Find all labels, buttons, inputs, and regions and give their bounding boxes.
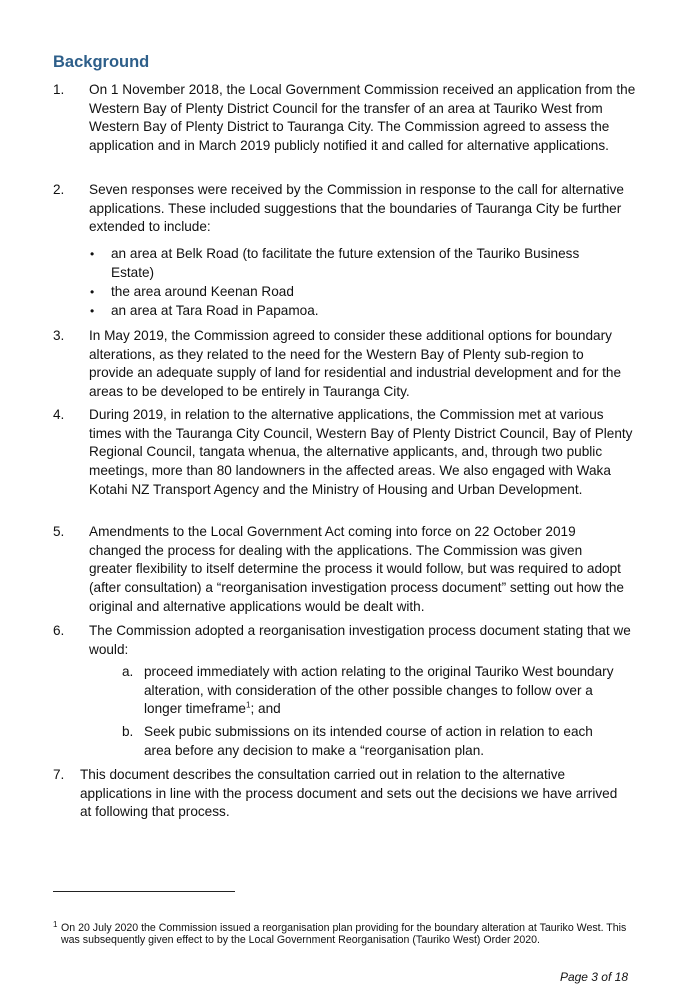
subitem-tail: ; and: [250, 701, 281, 717]
paragraph-text: This document describes the consultation carried out in relation to the alternative applications in line with the process document and sets out the decisions we have arrived at following that process.: [80, 767, 618, 820]
paragraph-number: 2.: [53, 182, 65, 197]
bullet-item: an area at Belk Road (to facilitate the future extension of the Tauriko Business Estate): [111, 246, 580, 280]
bullet-marker: •: [90, 247, 95, 261]
subitem-text: Seek pubic submissions on its intended course of action in relation to each area before any decision to make a “reorganisation plan.: [144, 724, 593, 758]
bullet-marker: •: [90, 304, 95, 318]
subitem-label: a.: [122, 664, 134, 679]
footnote-number: 1: [53, 920, 58, 929]
paragraph-number: 1.: [53, 82, 65, 97]
footnote-divider: [53, 891, 235, 892]
paragraph-number: 3.: [53, 328, 65, 343]
paragraph-number: 7.: [53, 767, 65, 782]
paragraph-text: During 2019, in relation to the alternative applications, the Commission met at various times with the Tauranga City Council, Western Bay of Plenty District Council, Bay of Plenty Regional Council, tangata whenua, the alternative applicants, and, through two public meetings, more than 80 landowners in the affected areas. We also engaged with Waka Kotahi NZ Transport Agency and the Ministry of Housing and Urban Development.: [89, 407, 633, 497]
paragraph-text: In May 2019, the Commission agreed to consider these additional options for boundary alterations, as they related to the need for the Western Bay of Plenty sub-region to provide an adequate supply of land for residential and industrial development and for the areas to be developed to be entirely in Tauranga City.: [89, 328, 622, 400]
bullet-item: an area at Tara Road in Papamoa.: [111, 303, 319, 318]
footnote-text: On 20 July 2020 the Commission issued a reorganisation plan providing for the boundary alteration at Tauriko West. This was subsequently given effect to by the Local Government Reorganisation (Tauriko West) Order 2020.: [61, 922, 627, 947]
paragraph-text: The Commission adopted a reorganisation investigation process document stating that we would:: [89, 623, 631, 657]
paragraph-text: On 1 November 2018, the Local Government Commission received an application from the Western Bay of Plenty District Council for the transfer of an area at Tauriko West from Western Bay of Plenty District to Tauranga City. The Commission agreed to assess the application and in March 2019 publicly notified it and called for alternative applications.: [89, 82, 636, 154]
page-number: Page 3 of 18: [559, 970, 628, 984]
subitem-body: proceed immediately with action relating to the original Tauriko West boundary alteration, with consideration of the other possible changes to follow over a longer timeframe: [144, 664, 614, 717]
section-heading: Background: [53, 53, 150, 71]
paragraph-number: 6.: [53, 623, 65, 638]
footnote: [53, 922, 633, 946]
paragraph-text: Amendments to the Local Government Act coming into force on 22 October 2019 changed the process for dealing with the applications. The Commission was given greater flexibility to itself determine the process it would follow, but was required to adopt (after consultation) a “reorganisation investigation process document” setting out how the original and alternative applications would be dealt with.: [89, 524, 624, 614]
paragraph-text: Seven responses were received by the Commission in response to the call for alternative applications. These included suggestions that the boundaries of Tauranga City be further extended to include:: [89, 182, 624, 235]
bullet-marker: •: [90, 285, 95, 299]
footnote-ref: 1: [246, 700, 251, 710]
paragraph-number: 4.: [53, 407, 65, 422]
subitem-label: b.: [122, 724, 134, 739]
paragraph-number: 5.: [53, 524, 65, 539]
subitem-text: [144, 663, 614, 719]
bullet-item: the area around Keenan Road: [111, 284, 294, 299]
